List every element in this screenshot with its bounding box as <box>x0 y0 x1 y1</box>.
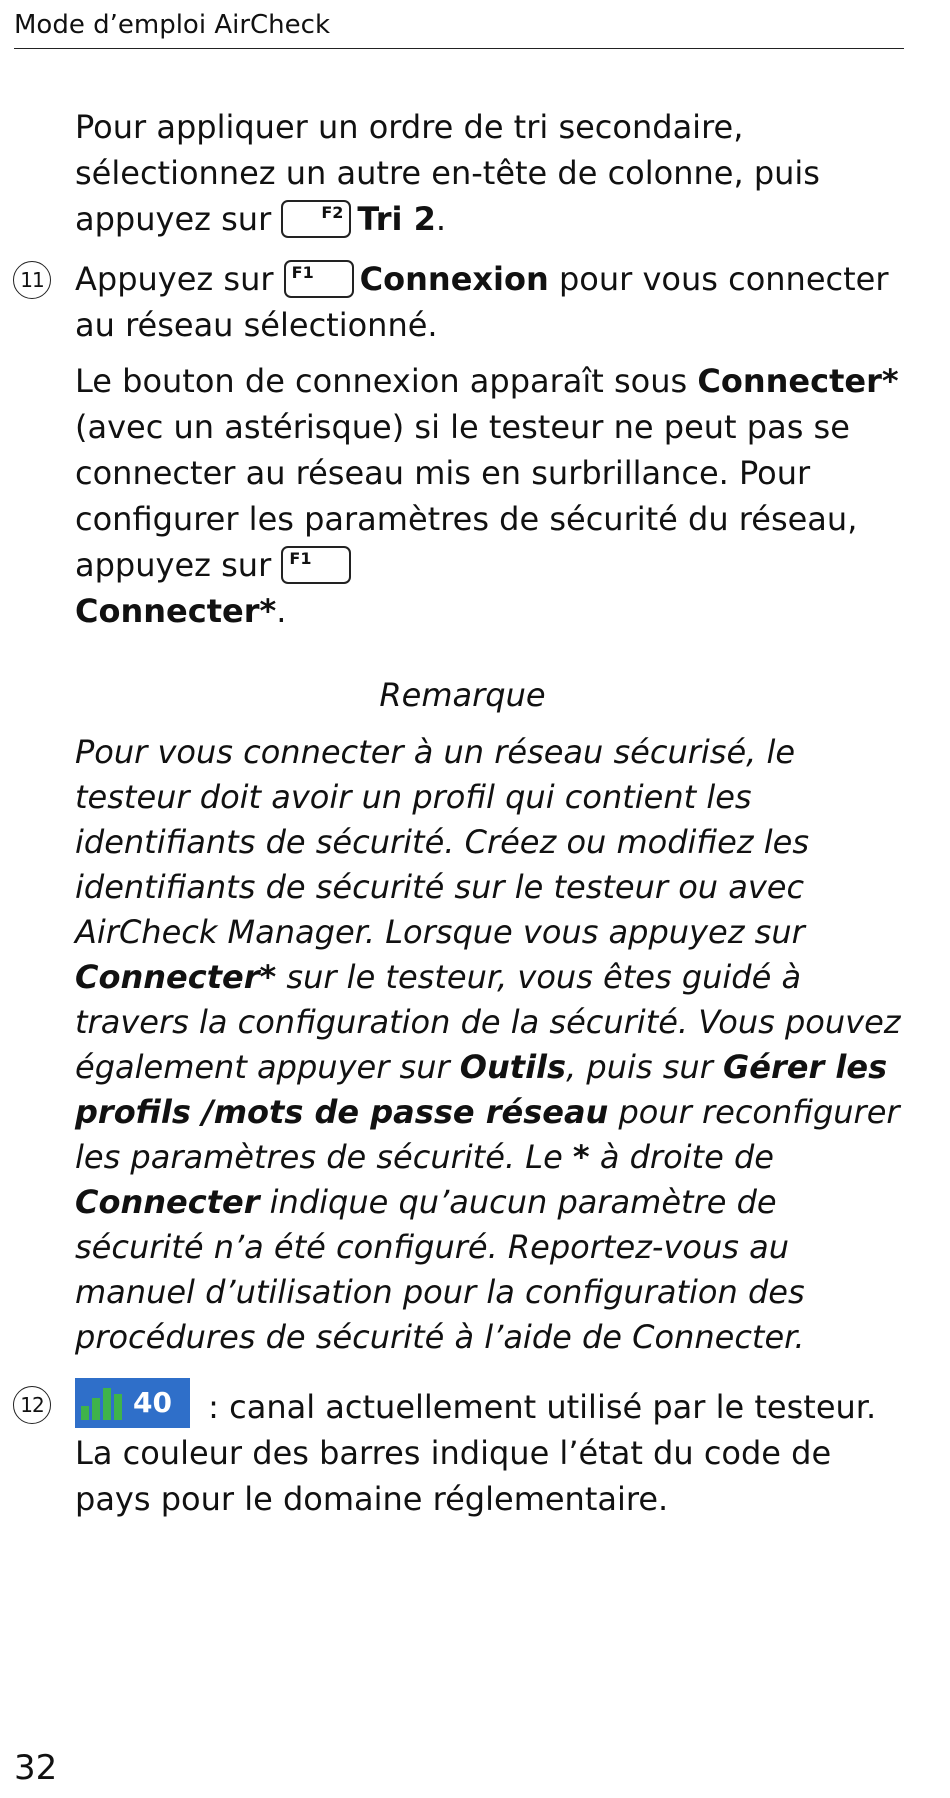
header-title: Mode d’emploi AirCheck <box>14 10 330 40</box>
signal-bar-1 <box>81 1406 89 1420</box>
remark-seg1: Pour vous connecter à un réseau sécurisé, le testeur doit avoir un profil qui contient les identifiants de sécurité. Créez ou modifiez les identifiants de sécurité sur le testeur ou avec AirCheck Manager. Lorsque vous appuyez sur <box>75 733 809 951</box>
signal-bar-3 <box>103 1388 111 1420</box>
signal-bar-4 <box>114 1394 122 1420</box>
list-item-11 <box>20 256 915 634</box>
item11-p2-start: Le bouton de connexion apparaît sous <box>75 362 698 400</box>
intro-text: Pour appliquer un ordre de tri secondaire, sélectionnez un autre en-tête de colonne, puis appuyez sur <box>75 108 820 238</box>
remark-asterisk: * <box>572 1138 590 1176</box>
channel-number: 40 <box>133 1386 172 1419</box>
f1-key-icon-2 <box>281 546 351 584</box>
document-body <box>20 104 915 1522</box>
f1-key-label: F1 <box>291 263 314 282</box>
intro-paragraph <box>75 104 915 242</box>
item-number-11: 11 <box>13 261 51 299</box>
sort2-label: Tri 2 <box>357 200 436 238</box>
item11-paragraph-2 <box>75 358 915 634</box>
item11-p2-end: . <box>276 592 287 630</box>
remark-connecter-2: Connecter <box>75 1183 260 1221</box>
page-header <box>14 8 904 49</box>
connexion-label: Connexion <box>359 260 549 298</box>
item11-text-start: Appuyez sur <box>75 260 284 298</box>
page-number: 32 <box>14 1748 58 1788</box>
f1-key-icon <box>284 260 354 298</box>
remark-manage-profiles: Gérer les profils /mots de passe réseau <box>75 1048 888 1131</box>
remark-seg2: sur le testeur, vous êtes guidé à travers la configuration de la sécurité. Vous pouvez également appuyer sur <box>75 958 901 1086</box>
item11-paragraph-1 <box>75 256 915 348</box>
remark-seg5: à droite de <box>589 1138 774 1176</box>
item-number-12: 12 <box>13 1386 51 1424</box>
item11-p2-mid: (avec un astérisque) si le testeur ne peut pas se connecter au réseau mis en surbrillance. Pour configurer les paramètres de sécurité du réseau, appuyez sur <box>75 408 858 584</box>
list-item-12 <box>20 1378 915 1522</box>
item12-text: : canal actuellement utilisé par le testeur. La couleur des barres indique l’état du code de pays pour le domaine réglementaire. <box>75 1388 877 1518</box>
item12-paragraph <box>75 1378 915 1522</box>
remark-seg4: pour reconfigurer les paramètres de sécurité. Le <box>75 1093 900 1176</box>
remark-seg6: indique qu’aucun paramètre de sécurité n’a été configuré. Reportez-vous au manuel d’utilisation pour la configuration des procédures de sécurité à l’aide de Connecter. <box>75 1183 805 1356</box>
remark-connecter-1: Connecter* <box>75 958 277 996</box>
remark-title: Remarque <box>379 676 546 714</box>
connecter-label-1: Connecter* <box>697 362 899 400</box>
f2-key-icon <box>281 200 351 238</box>
intro-period: . <box>435 200 447 238</box>
connecter-label-2: Connecter* <box>75 592 277 630</box>
channel-signal-icon <box>75 1378 190 1428</box>
f1-key-label-2: F1 <box>289 549 312 568</box>
remark-seg3: , puis sur <box>566 1048 724 1086</box>
signal-bar-2 <box>92 1398 100 1420</box>
remark-body <box>75 730 915 1360</box>
f2-key-label: F2 <box>321 203 344 222</box>
item11-text-end: pour vous connecter au réseau sélectionné. <box>75 260 889 344</box>
remark-outils: Outils <box>459 1048 567 1086</box>
